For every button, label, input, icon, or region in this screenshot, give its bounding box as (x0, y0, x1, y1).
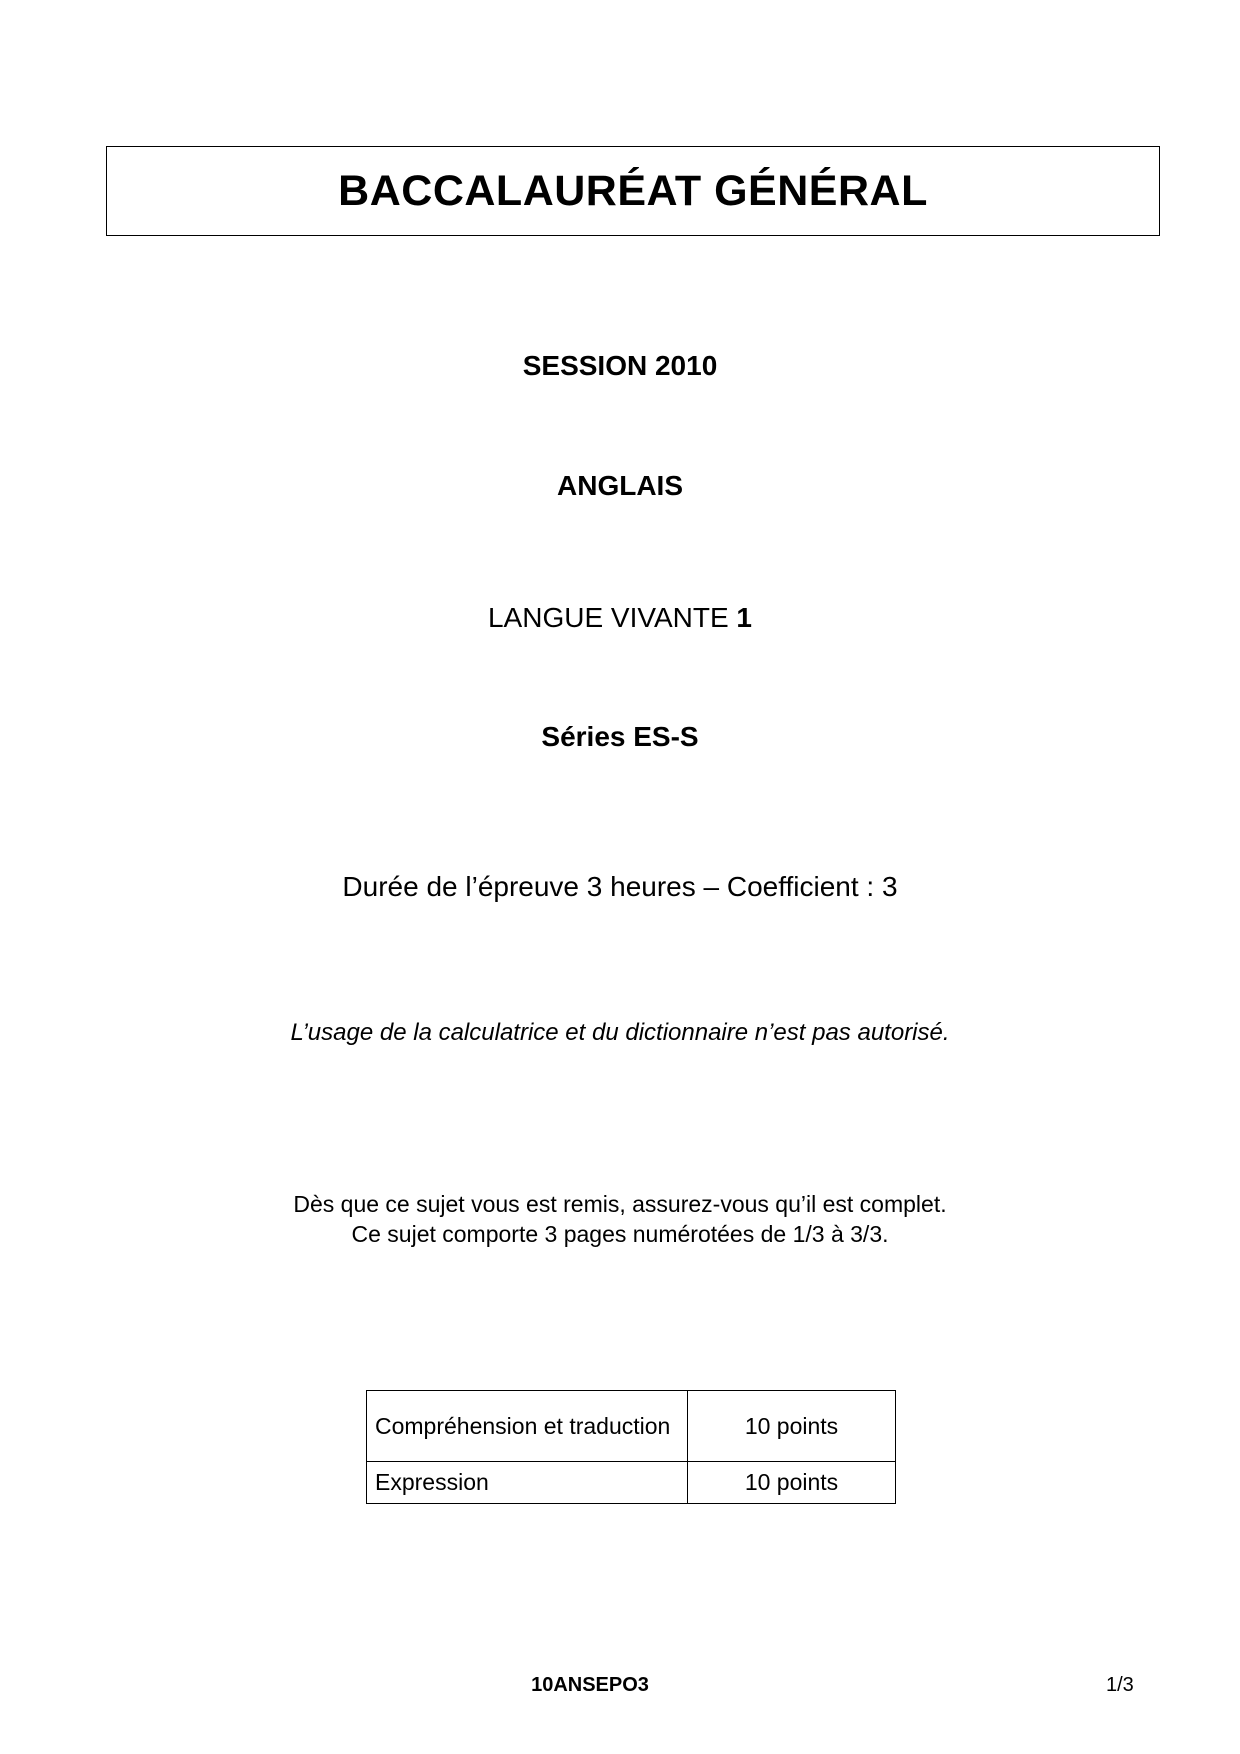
subject-label: ANGLAIS (557, 470, 683, 501)
exam-code: 10ANSEPO3 (531, 1674, 649, 1696)
langue-text: LANGUE VIVANTE (487, 602, 737, 633)
session-label: SESSION 2010 (522, 350, 718, 381)
instruction-line-1: Dès que ce sujet vous est remis, assurez-vous qu’il est complet. (293, 1191, 947, 1217)
title-box (106, 146, 1160, 236)
section-points: 10 points (688, 1391, 896, 1462)
table-row (367, 1391, 896, 1462)
section-label: Expression (367, 1462, 688, 1504)
section-points: 10 points (688, 1462, 896, 1504)
langue-number: 1 (736, 602, 752, 633)
duration-label: Durée de l’épreuve 3 heures – Coefficient : 3 (342, 871, 898, 902)
page-title: BACCALAURÉAT GÉNÉRAL (338, 166, 928, 215)
page-number: 1/3 (1106, 1674, 1134, 1696)
series-label: Séries ES-S (541, 721, 699, 752)
usage-notice: L’usage de la calculatrice et du dictionnaire n’est pas autorisé. (290, 1019, 950, 1046)
section-label: Compréhension et traduction (367, 1391, 688, 1462)
instruction-line-2: Ce sujet comporte 3 pages numérotées de 1/3 à 3/3. (351, 1221, 889, 1247)
points-table (366, 1390, 896, 1504)
langue-label (0, 602, 1240, 634)
table-row (367, 1462, 896, 1504)
